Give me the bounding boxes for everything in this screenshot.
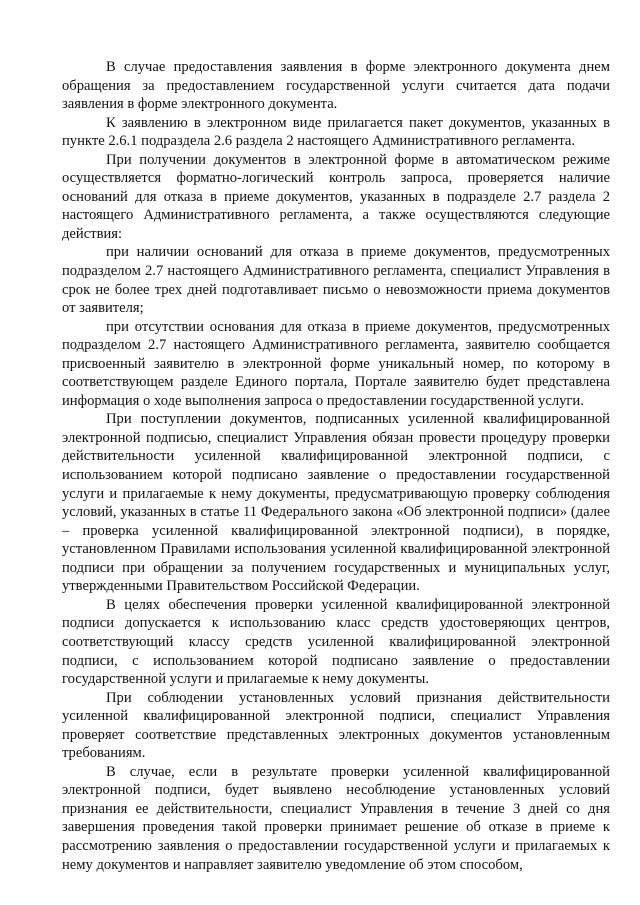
paragraph-conditions-met: При соблюдении установленных условий признания действительности усиленной квалифицированной электронной подписи, специалист Управления проверяет соответствие представленных электронных документов установленным требованиям. xyxy=(62,689,610,762)
paragraph-signature-verification: При поступлении документов, подписанных усиленной квалифицированной электронной подписью, специалист Управления обязан провести процедуру проверки действительности усиленной квалифицированной электронной подписи, с использованием которой подписано заявление о предоставлении государственной услуги и прилагаемые к нему документы, предусматривающую проверку соблюдения условий, указанных в статье 11 Федерального закона «Об электронной подписи» (далее – проверка усиленной квалифицированной электронной подписи), в порядке, установленном Правилами использования усиленной квалифицированной электронной подписи при обращении за получением государственных и муниципальных услуг, утвержденными Правительством Российской Федерации. xyxy=(62,411,610,595)
document-page xyxy=(62,58,610,874)
paragraph-conditions-not-met: В случае, если в результате проверки усиленной квалифицированной электронной подписи, будет выявлено несоблюдение установленных условий признания ее действительности, специалист Управления в течение 3 дней со дня завершения проведения такой проверки принимает решение об отказе в приеме к рассмотрению заявления о предоставлении государственной услуги и прилагаемых к нему документов и направляет заявителю уведомление об этом способом, xyxy=(62,763,610,873)
paragraph-format-logical-control: При получении документов в электронной форме в автоматическом режиме осуществляется форматно-логический контроль запроса, проверяется наличие оснований для отказа в приеме документов, указанных в подразделе 2.7 раздела 2 настоящего Административного регламента, а также осуществляются следующие действия: xyxy=(62,151,610,242)
paragraph-certification-class: В целях обеспечения проверки усиленной квалифицированной электронной подписи допускается к использованию класс средств удостоверяющих центров, соответствующий классу средств усиленной квалифицированной электронной подписи, с использованием которой подписано заявление о предоставлении государственной услуги и прилагаемые к нему документы. xyxy=(62,596,610,688)
paragraph-attached-documents: К заявлению в электронном виде прилагается пакет документов, указанных в пункте 2.6.1 подраздела 2.6 раздела 2 настоящего Административного регламента. xyxy=(62,114,610,150)
paragraph-submission-date: В случае предоставления заявления в форме электронного документа днем обращения за предоставлением государственной услуги считается дата подачи заявления в форме электронного документа. xyxy=(62,59,610,113)
paragraph-refusal-grounds-absent: при отсутствии основания для отказа в приеме документов, предусмотренных подразделом 2.7 настоящего Административного регламента, заявителю сообщается присвоенный заявителю в электронной форме уникальный номер, по которому в соответствующем разделе Единого портала, Портале заявителю будет представлена информация о ходе выполнения запроса о предоставлении государственной услуги. xyxy=(62,318,610,409)
paragraph-refusal-grounds-present: при наличии оснований для отказа в приеме документов, предусмотренных подразделом 2.7 настоящего Административного регламента, специалист Управления в срок не более трех дней подготавливает письмо о невозможности приема документов от заявителя; xyxy=(62,244,610,317)
